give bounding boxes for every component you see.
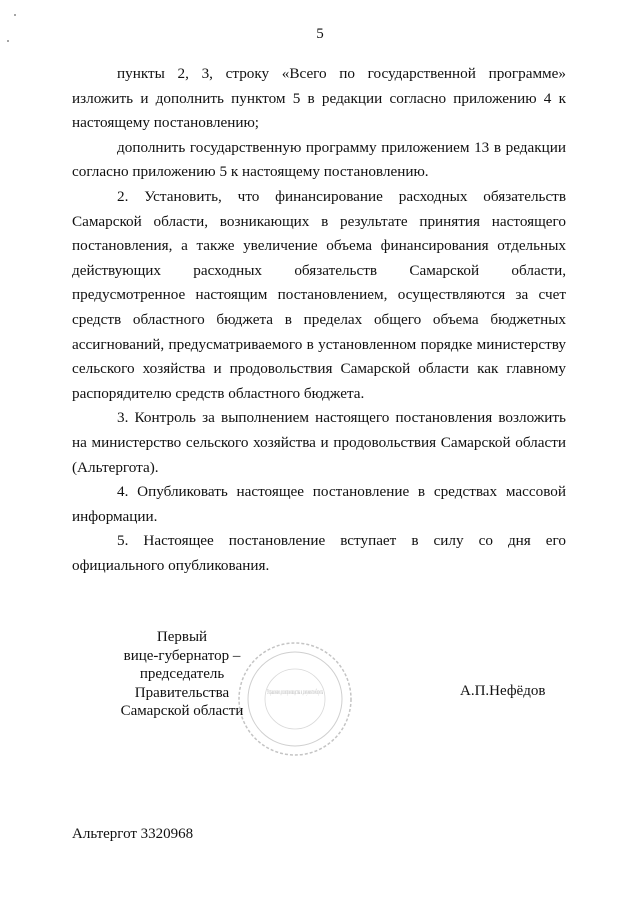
- paragraph: 5. Настоящее постановление вступает в силу со дня его официального опубликования.: [72, 532, 566, 574]
- paragraph: 3. Контроль за выполнением настоящего постановления возложить на министерство сельского хозяйства и продовольствия Самарской области (Альтергота).: [72, 409, 566, 476]
- signatory-title-line: председатель Правительства: [134, 666, 230, 701]
- document-body: [72, 62, 566, 578]
- signatory-name: А.П.Нефёдов: [460, 683, 546, 699]
- scan-speck: [14, 14, 16, 16]
- page-number: 5: [316, 26, 324, 42]
- stamp-label: Управление делопроизводства и документооборота: [267, 688, 324, 696]
- paragraph: 2. Установить, что финансирование расходных обязательств Самарской области, возникающих в результате принятия настоящего постановления, а также увеличение объема финансирования отдельных действующих расходных обязательств Самарской области, предусмотренное настоящим постановлением, осуществляются за счет средств областного бюджета в пределах общего объема бюджетных ассигнований, предусматриваемого в установленном порядке министерству сельского хозяйства и продовольствия Самарской области как главному распорядителю средств областного бюджета.: [72, 187, 566, 402]
- paragraph: дополнить государственную программу приложением 13 в редакции согласно приложению 5 к настоящему постановлению.: [72, 138, 566, 181]
- signatory-title-line: Первый: [156, 629, 208, 645]
- signatory-title: [92, 628, 272, 721]
- signatory-title-line: Самарской области: [120, 703, 244, 719]
- signatory-title-line: вице-губернатор –: [123, 647, 241, 664]
- paragraph: пункты 2, 3, строку «Всего по государственной программе» изложить и дополнить пунктом 5 в редакции согласно приложению 4 к настоящему постановлению;: [72, 65, 566, 132]
- paragraph: 4. Опубликовать настоящее постановление в средствах массовой информации.: [72, 483, 566, 525]
- executor-reference: Альтергот 3320968: [72, 826, 194, 842]
